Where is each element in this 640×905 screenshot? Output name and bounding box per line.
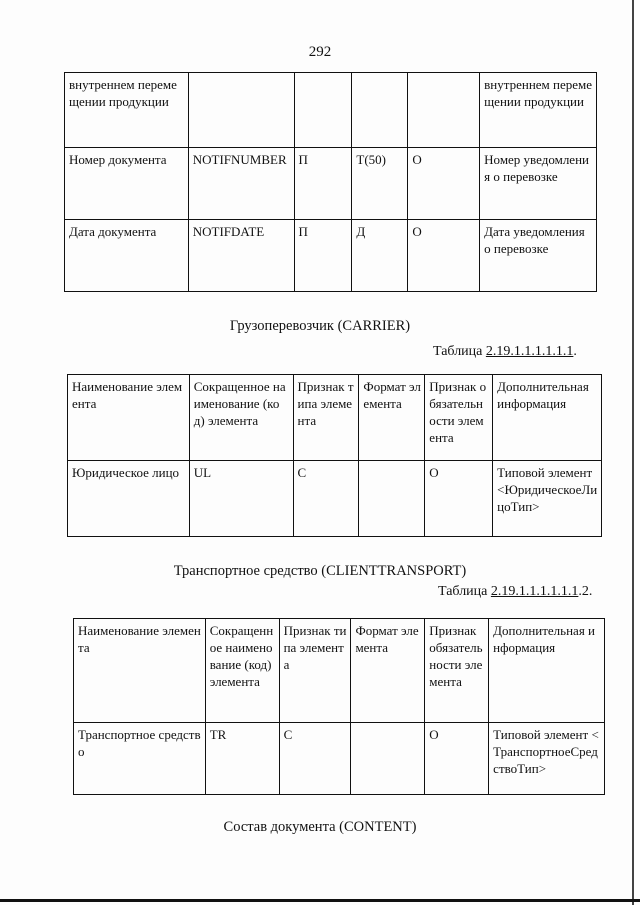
scan-edge-right [632,0,634,905]
table-cell: Транспортное средство [74,723,206,795]
table-cell: О [425,461,493,537]
table-row [74,723,605,795]
table-cell: П [294,220,352,292]
caption-number: 2.19.1.1.1.1.1.1 [485,344,574,359]
table-cell: О [425,723,489,795]
table-cell: Типовой элемент <ТранспортноеСредствоТип> [489,723,605,795]
column-header: Признак обязательности элемента [425,619,489,723]
table-cell: Д [352,220,408,292]
table-cell: Дата уведомления о перевозке [480,220,597,292]
table-cell: T(50) [352,148,408,220]
caption-prefix: Таблица [433,344,486,359]
table-cell: Номер документа [65,148,189,220]
table-cell: П [294,148,352,220]
table-cell: Дата документа [65,220,189,292]
continuation-table [64,72,597,292]
table-cell: С [293,461,359,537]
table-header-row [68,375,602,461]
table-cell [408,73,480,148]
table-cell: NOTIFNUMBER [188,148,294,220]
table-row [65,148,597,220]
table-cell: Типовой элемент <ЮридическоеЛицоТип> [493,461,602,537]
section-title-transport: Транспортное средство (CLIENTTRANSPORT) [173,563,467,579]
column-header: Дополнительная информация [493,375,602,461]
page-number: 292 [308,44,332,60]
column-header: Формат элемента [351,619,425,723]
table-row [65,220,597,292]
table-caption-transport [438,584,592,600]
section-title-carrier: Грузоперевозчик (CARRIER) [229,318,411,334]
column-header: Дополнительная информация [489,619,605,723]
table-row [68,461,602,537]
table-cell: внутреннем перемещении продукции [65,73,189,148]
column-header: Наименование элемента [74,619,206,723]
caption-prefix: Таблица [438,584,491,599]
column-header: Признак типа элемента [279,619,351,723]
table-header-row [74,619,605,723]
table-cell [188,73,294,148]
column-header: Наименование элемента [68,375,190,461]
table-cell [294,73,352,148]
table-cell: NOTIFDATE [188,220,294,292]
caption-suffix: . [573,344,577,359]
caption-suffix: .2. [578,584,593,599]
column-header: Признак обязательности элемента [425,375,493,461]
table-cell: Номер уведомления о перевозке [480,148,597,220]
table-caption-carrier [433,344,577,360]
table-cell: О [408,220,480,292]
caption-number: 2.19.1.1.1.1.1.1 [490,584,579,599]
column-header: Сокращенное наименование (код) элемента [189,375,293,461]
scan-edge-bottom [0,899,640,902]
column-header: Признак типа элемента [293,375,359,461]
table-cell [359,461,425,537]
column-header: Сокращенное наименование (код) элемента [205,619,279,723]
table-cell [351,723,425,795]
column-header: Формат элемента [359,375,425,461]
table-cell: TR [205,723,279,795]
carrier-table [67,374,602,537]
table-cell: внутреннем перемещении продукции [480,73,597,148]
transport-table [73,618,605,795]
table-cell: О [408,148,480,220]
table-cell: Юридическое лицо [68,461,190,537]
table-row [65,73,597,148]
section-title-content: Состав документа (CONTENT) [223,819,417,835]
table-cell: С [279,723,351,795]
table-cell [352,73,408,148]
table-cell: UL [189,461,293,537]
